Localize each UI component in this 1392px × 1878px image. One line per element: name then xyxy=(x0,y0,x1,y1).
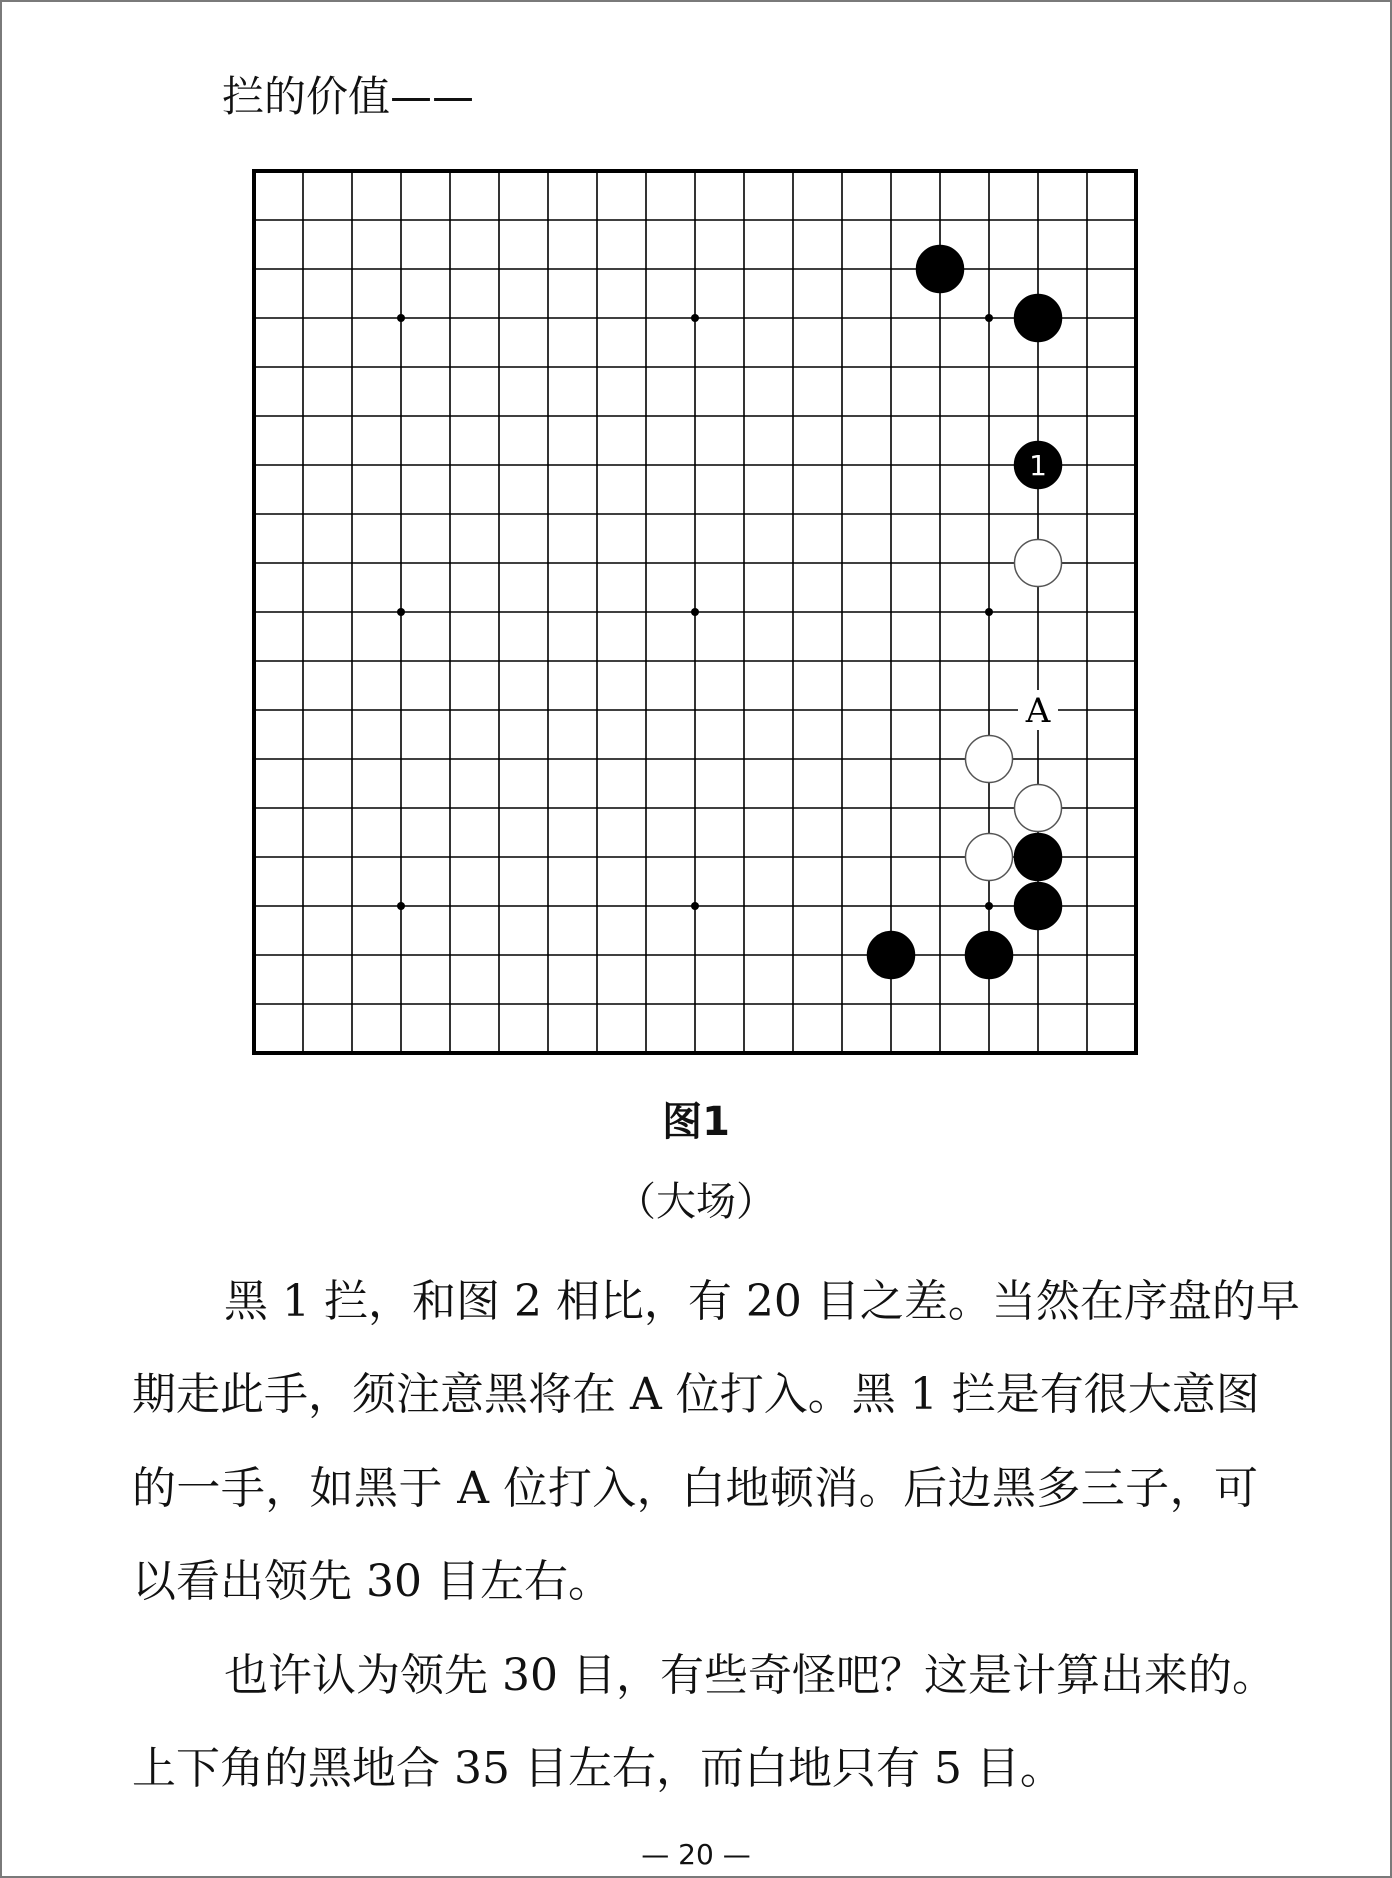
paragraph-1-line-2: 期走此手，须注意黑将在 A 位打入。黑 1 拦是有很大意图 xyxy=(132,1369,1260,1420)
black-stone xyxy=(1015,834,1062,881)
page-number: — 20 — xyxy=(641,1838,751,1871)
white-stone xyxy=(966,736,1013,783)
black-stone xyxy=(917,246,964,293)
star-point xyxy=(691,608,699,616)
star-point xyxy=(985,608,993,616)
star-point xyxy=(691,902,699,910)
go-board-diagram xyxy=(250,167,1140,1057)
star-point xyxy=(985,902,993,910)
figure-subtitle: （大场） xyxy=(616,1179,776,1225)
star-point xyxy=(397,902,405,910)
star-point xyxy=(397,314,405,322)
white-stone xyxy=(1015,540,1062,587)
paragraph-1-line-1: 黑 1 拦，和图 2 相比，有 20 目之差。当然在序盘的早 xyxy=(224,1276,1300,1327)
paragraph-1-line-4: 以看出领先 30 目左右。 xyxy=(132,1556,612,1607)
stone-move-number: 1 xyxy=(1029,449,1047,482)
paragraph-2-line-1: 也许认为领先 30 目，有些奇怪吧？这是计算出来的。 xyxy=(224,1650,1276,1701)
paragraph-1-line-3: 的一手，如黑于 A 位打入，白地顿消。后边黑多三子，可 xyxy=(132,1463,1258,1514)
star-point xyxy=(985,314,993,322)
figure-label: 图1 xyxy=(662,1099,730,1145)
star-point xyxy=(691,314,699,322)
black-stone xyxy=(1015,295,1062,342)
black-stone xyxy=(868,932,915,979)
section-title: 拦的价值—— xyxy=(222,72,475,121)
mark-label-A: A xyxy=(1025,691,1051,731)
white-stone xyxy=(966,834,1013,881)
star-point xyxy=(397,608,405,616)
paragraph-2-line-2: 上下角的黑地合 35 目左右，而白地只有 5 目。 xyxy=(132,1743,1064,1794)
white-stone xyxy=(1015,785,1062,832)
black-stone xyxy=(1015,883,1062,930)
black-stone xyxy=(966,932,1013,979)
